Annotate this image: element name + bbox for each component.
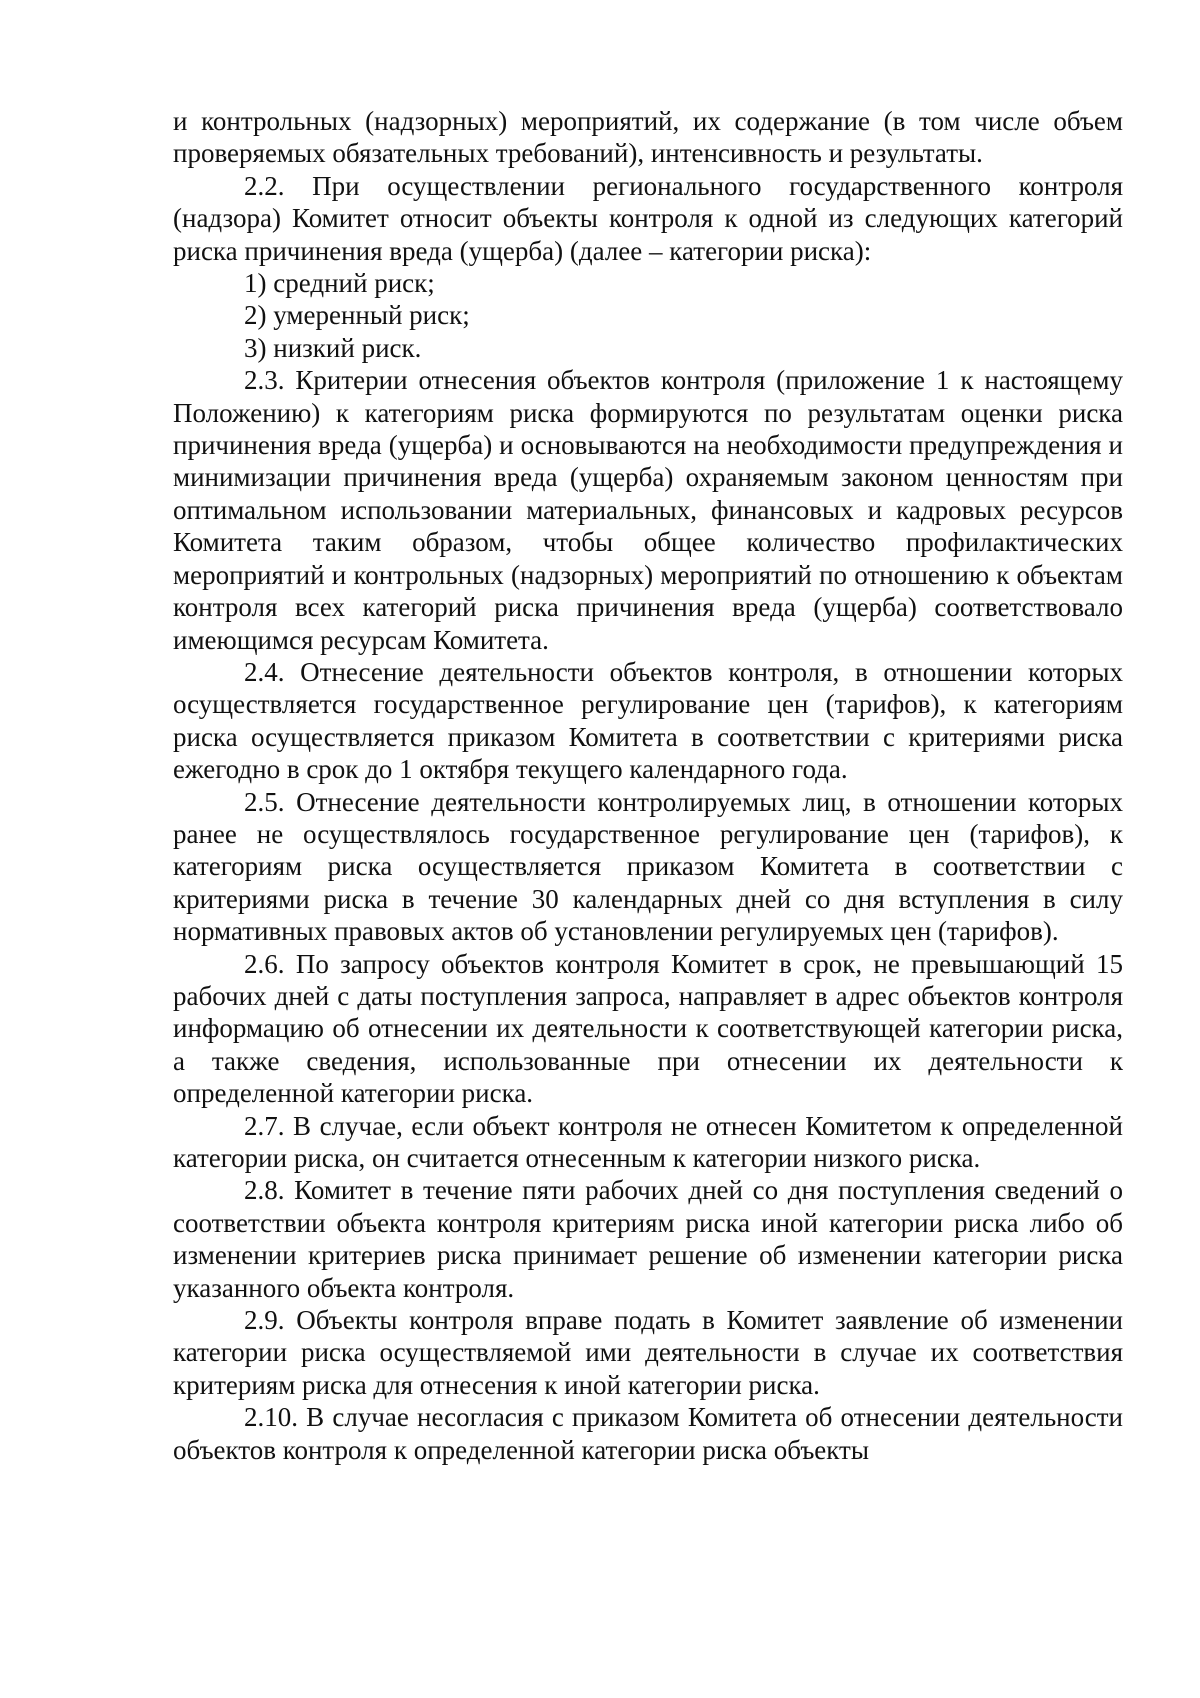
document-page [173,105,1123,1466]
paragraph-2-10: 2.10. В случае несогласия с приказом Комитета об отнесении деятельности объектов контроля к определенной категории риска объекты [173,1402,1123,1465]
paragraph-2-8: 2.8. Комитет в течение пяти рабочих дней со дня поступления сведений о соответствии объекта контроля критериям риска иной категории риска либо об изменении критериев риска принимает решение об изменении категории риска указанного объекта контроля. [173,1175,1123,1303]
list-item-risk-low: 3) низкий риск. [244,332,422,363]
paragraph-2-5: 2.5. Отнесение деятельности контролируемых лиц, в отношении которых ранее не осуществлялось государственное регулирование цен (тарифов), к категориям риска осуществляется приказом Комитета в соответствии с критериями риска в течение 30 календарных дней со дня вступления в силу нормативных правовых актов об установлении регулируемых цен (тарифов). [173,786,1123,947]
paragraph-2-9: 2.9. Объекты контроля вправе подать в Комитет заявление об изменении категории риска осуществляемой ими деятельности в случае их соответствия критериям риска для отнесения к иной категории риска. [173,1305,1123,1400]
paragraph-2-2: 2.2. При осуществлении регионального государственного контроля (надзора) Комитет относит объекты контроля к одной из следующих категорий риска причинения вреда (ущерба) (далее – категории риска): [173,170,1123,266]
list-item-risk-medium: 1) средний риск; [244,268,435,299]
paragraph-2-6: 2.6. По запросу объектов контроля Комитет в срок, не превышающий 15 рабочих дней с даты поступления запроса, направляет в адрес объектов контроля информацию об отнесении их деятельности к соответствующей категории риска, а также сведения, использованные при отнесении их деятельности к определенной категории риска. [173,948,1123,1109]
paragraph-2-7: 2.7. В случае, если объект контроля не отнесен Комитетом к определенной категории риска, он считается отнесенным к категории низкого риска. [173,1110,1123,1173]
paragraph-2-4: 2.4. Отнесение деятельности объектов контроля, в отношении которых осуществляется государственное регулирование цен (тарифов), к категориям риска осуществляется приказом Комитета в соответствии с критериями риска ежегодно в срок до 1 октября текущего календарного года. [173,656,1123,785]
paragraph-2-3: 2.3. Критерии отнесения объектов контроля (приложение 1 к настоящему Положению) к категориям риска формируются по результатам оценки риска причинения вреда (ущерба) и основываются на необходимости предупреждения и минимизации причинения вреда (ущерба) охраняемым законом ценностям при оптимальном использовании материальных, финансовых и кадровых ресурсов Комитета таким образом, чтобы общее количество профилактических мероприятий и контрольных (надзорных) мероприятий по отношению к объектам контроля всех категорий риска причинения вреда (ущерба) соответствовало имеющимся ресурсам Комитета. [173,365,1123,655]
paragraph-continuation: и контрольных (надзорных) мероприятий, их содержание (в том числе объем проверяемых обязательных требований), интенсивность и результаты. [173,106,1123,169]
list-item-risk-moderate: 2) умеренный риск; [244,300,470,331]
